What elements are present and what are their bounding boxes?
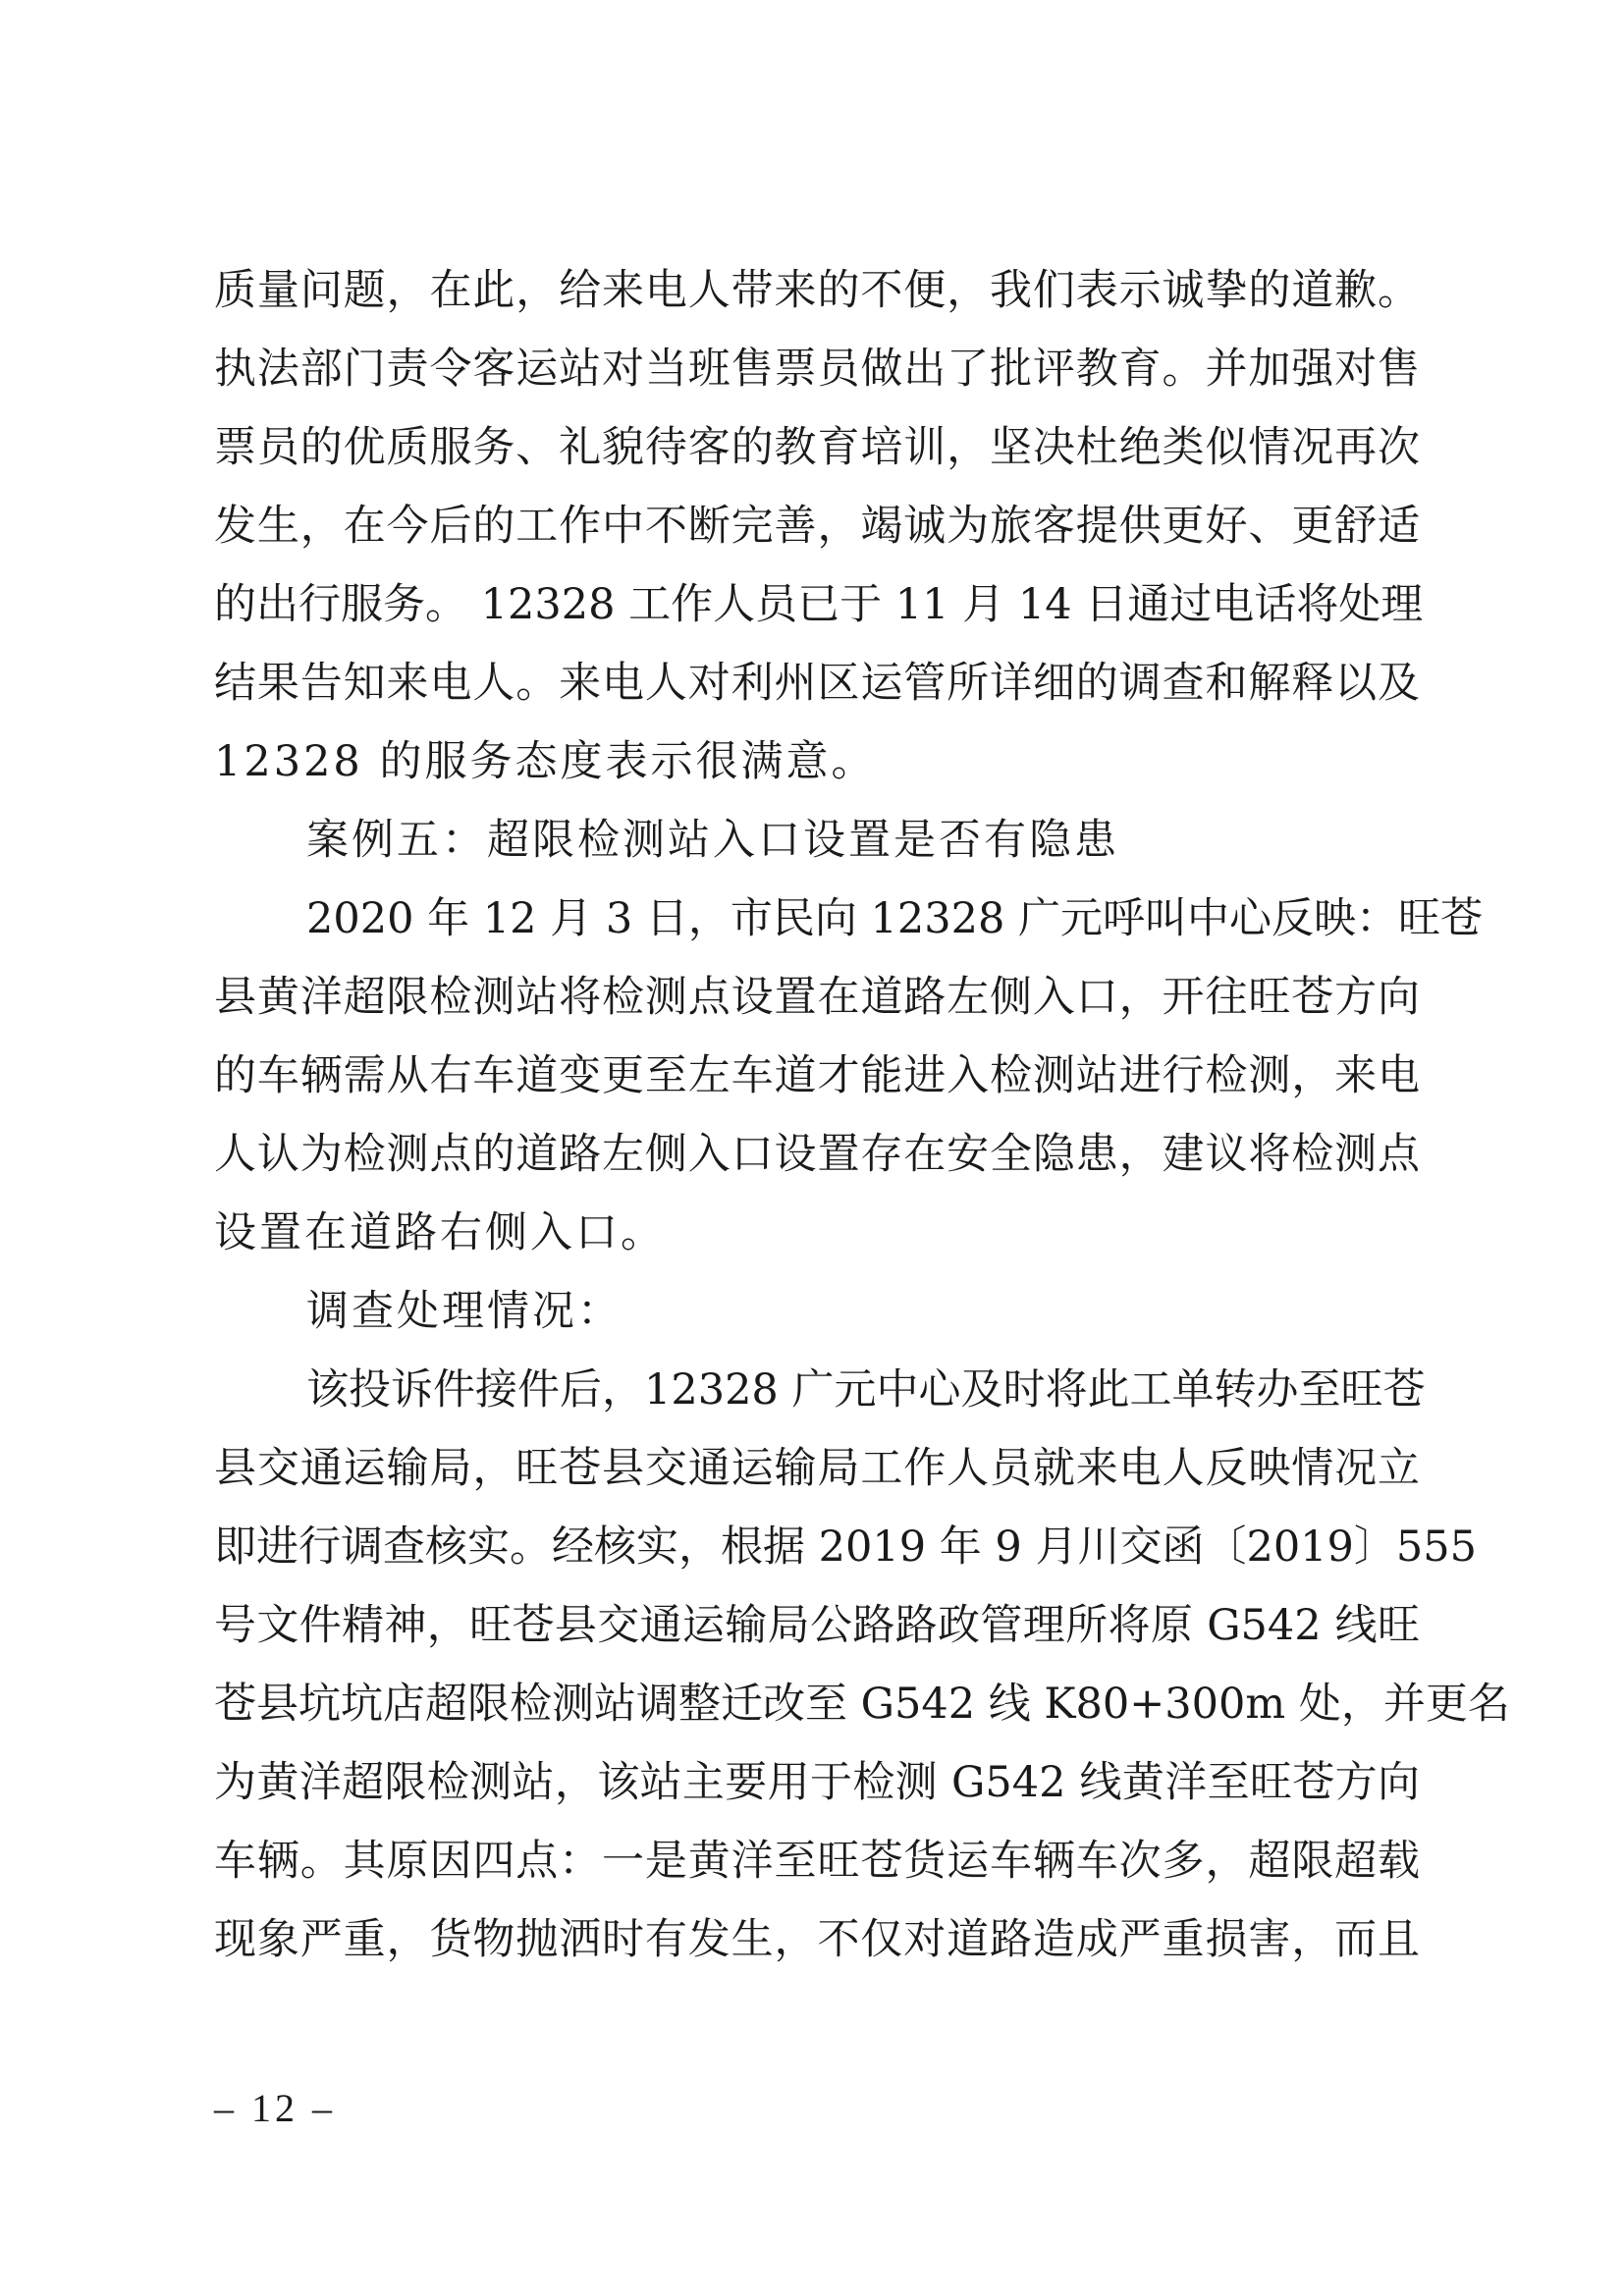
text-line: 2020 年 12 月 3 日，市民向 12328 广元呼叫中心反映：旺苍 — [306, 894, 1483, 943]
text-line: 为黄洋超限检测站，该站主要用于检测 G542 线黄洋至旺苍方向 — [214, 1758, 1420, 1807]
text-line: 即进行调查核实。经核实，根据 2019 年 9 月川交函〔2019〕555 — [214, 1522, 1477, 1572]
body-text — [214, 251, 1510, 1979]
text-line: 的出行服务。 12328 工作人员已于 11 月 14 日通过电话将处理 — [214, 580, 1424, 629]
text-line: 号文件精神，旺苍县交通运输局公路路政管理所将原 G542 线旺 — [214, 1601, 1420, 1650]
text-line: 苍县坑坑店超限检测站调整迁改至 G542 线 K80+300m 处，并更名 — [214, 1680, 1510, 1729]
text-line: 12328 的服务态度表示很满意。 — [214, 737, 877, 786]
text-line: 质量问题，在此，给来电人带来的不便，我们表示诚挚的道歉。 — [214, 266, 1420, 315]
text-line: 现象严重，货物抛洒时有发生，不仅对道路造成严重损害，而且 — [214, 1915, 1420, 1964]
page-number: – 12 – — [214, 2086, 336, 2130]
text-line: 票员的优质服务、礼貌待客的教育培训，坚决杜绝类似情况再次 — [214, 423, 1420, 472]
text-line: 执法部门责令客运站对当班售票员做出了批评教育。并加强对售 — [214, 345, 1420, 394]
text-line: 调查处理情况： — [306, 1287, 623, 1336]
text-line: 人认为检测点的道路左侧入口设置存在安全隐患，建议将检测点 — [214, 1130, 1420, 1179]
text-line: 发生，在今后的工作中不断完善，竭诚为旅客提供更好、更舒适 — [214, 502, 1420, 551]
text-line: 的车辆需从右车道变更至左车道才能进入检测站进行检测，来电 — [214, 1051, 1420, 1100]
text-line: 县交通运输局，旺苍县交通运输局工作人员就来电人反映情况立 — [214, 1444, 1420, 1493]
text-line: 设置在道路右侧入口。 — [214, 1208, 666, 1257]
text-line: 案例五：超限检测站入口设置是否有隐患 — [306, 816, 1119, 865]
text-line: 车辆。其原因四点：一是黄洋至旺苍货运车辆车次多，超限超载 — [214, 1837, 1420, 1886]
text-line: 结果告知来电人。来电人对利州区运管所详细的调查和解释以及 — [214, 659, 1420, 708]
text-line: 该投诉件接件后，12328 广元中心及时将此工单转办至旺苍 — [306, 1365, 1426, 1415]
text-line: 县黄洋超限检测站将检测点设置在道路左侧入口，开往旺苍方向 — [214, 973, 1420, 1022]
